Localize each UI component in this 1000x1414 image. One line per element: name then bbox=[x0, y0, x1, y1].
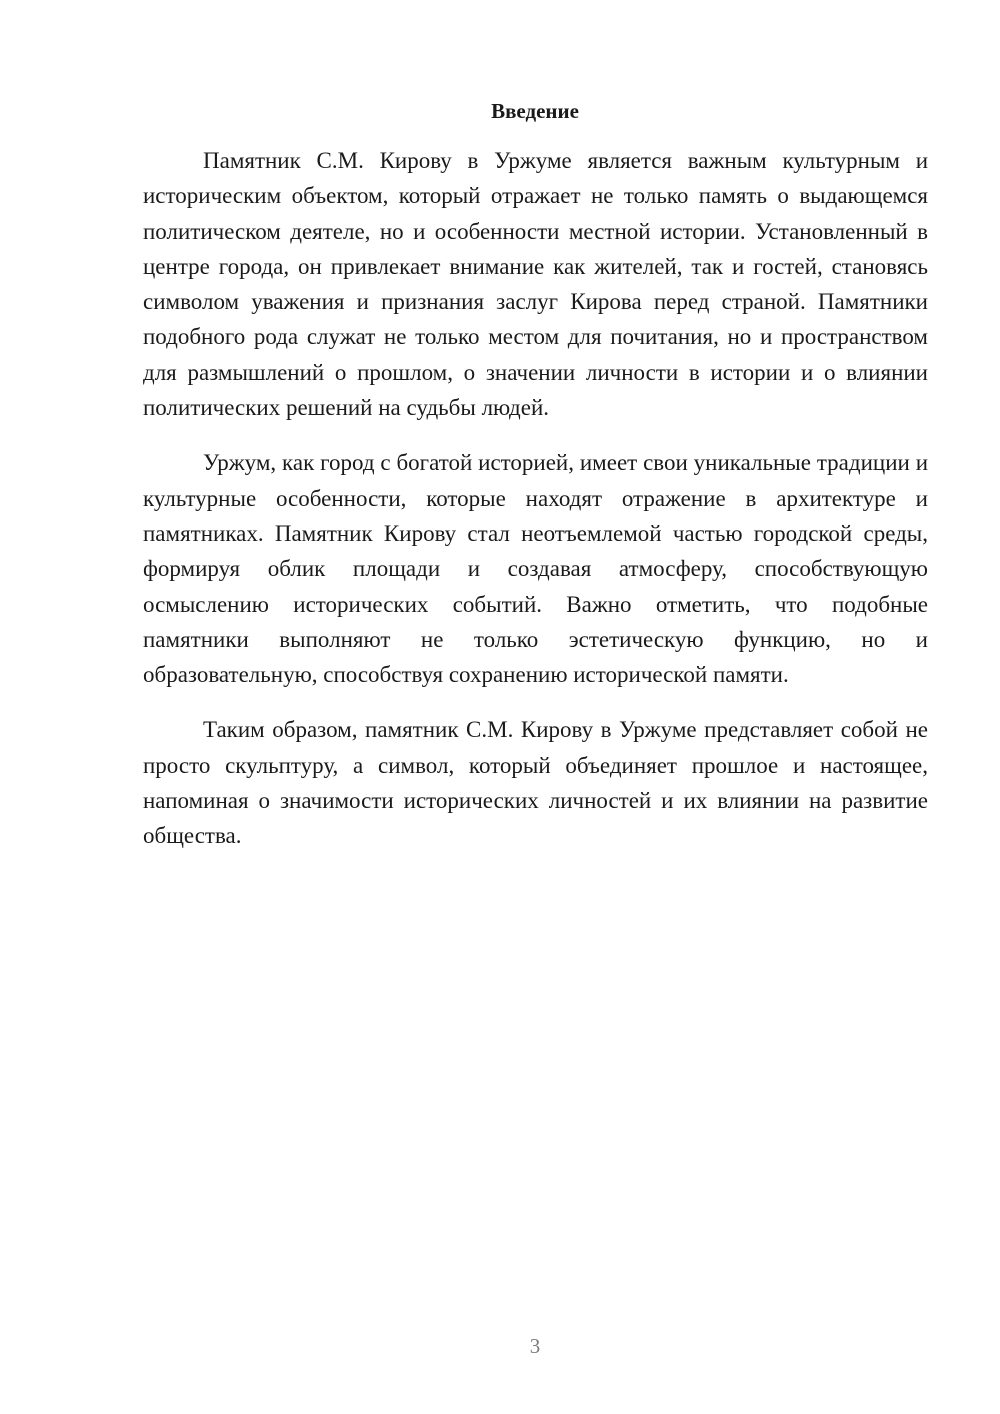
paragraph-1: Памятник С.М. Кирову в Уржуме является важным культурным и историческим объектом, который отражает не только память о выдающемся политическом деятеле, но и особенности местной истории. Установленный в центре города, он привлекает внимание как жителей, так и гостей, становясь символом уважения и признания заслуг Кирова перед страной. Памятники подобного рода служат не только местом для почитания, но и пространством для размышлений о прошлом, о значении личности в истории и о влиянии политических решений на судьбы людей. bbox=[143, 148, 928, 421]
section-title: Введение bbox=[491, 99, 579, 123]
paragraph-3: Таким образом, памятник С.М. Кирову в Уржуме представляет собой не просто скульптуру, а символ, который объединяет прошлое и настоящее, напоминая о значимости исторических личностей и их влиянии на развитие общества. bbox=[143, 717, 928, 849]
page-number: 3 bbox=[529, 1334, 541, 1358]
paragraph-2: Уржум, как город с богатой историей, имеет свои уникальные традиции и культурные особенности, которые находят отражение в архитектуре и памятниках. Памятник Кирову стал неотъемлемой частью городской среды, формируя облик площади и создавая атмосферу, способствующую осмыслению исторических событий. Важно отметить, что подобные памятники выполняют не только эстетическую функцию, но и образовательную, способствуя сохранению исторической памяти. bbox=[143, 450, 928, 688]
document-body bbox=[143, 143, 928, 854]
